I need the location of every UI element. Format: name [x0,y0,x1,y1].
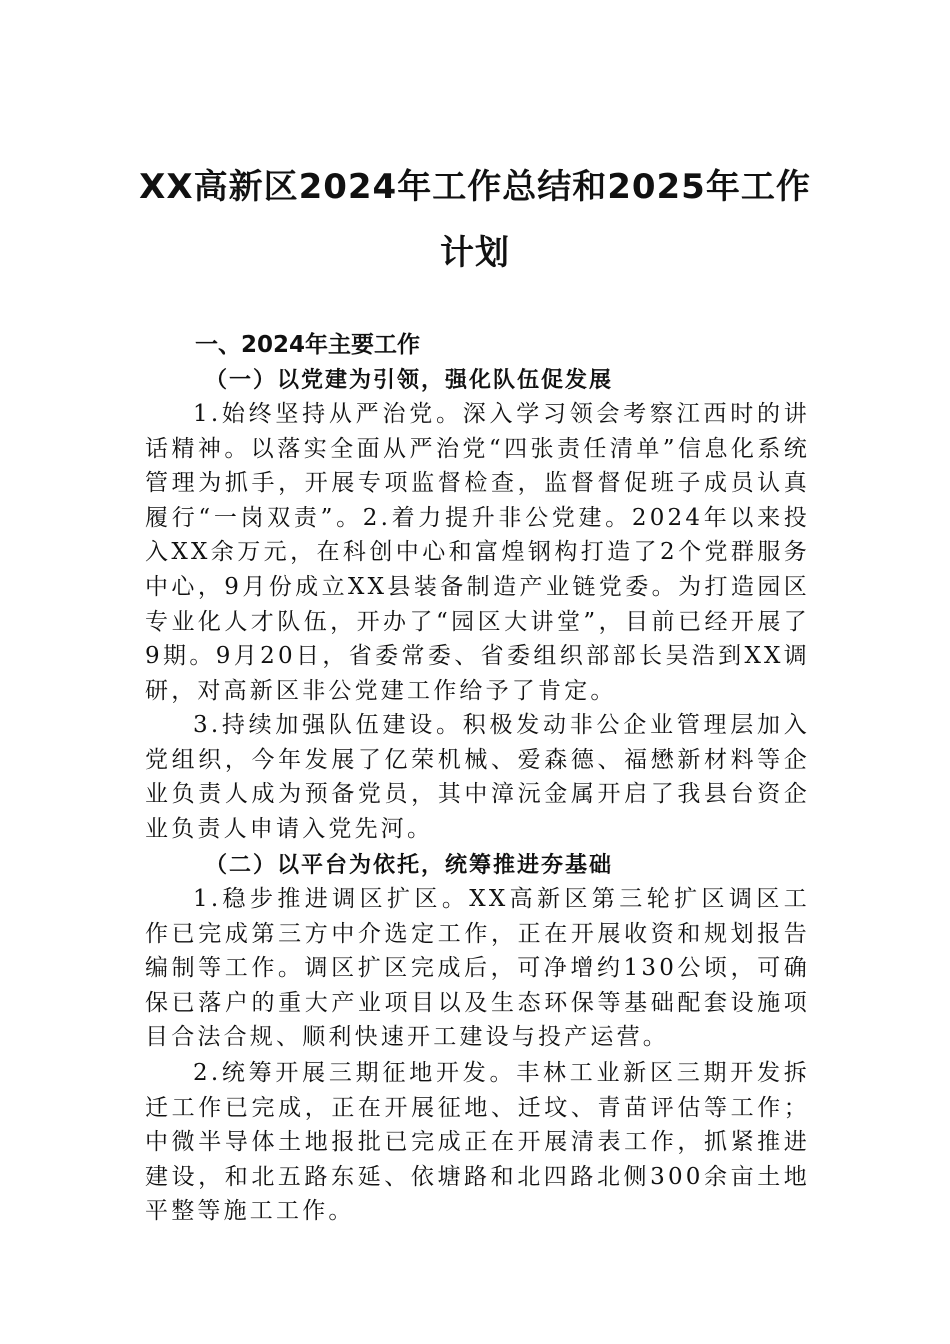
document-title-line-2: 计划 [440,233,510,273]
subsection-heading-2: （二）以平台为依托，统筹推进夯基础 [205,852,614,878]
section-heading-1: 一、2024年主要工作 [195,332,421,358]
document-title-line-1: XX高新区2024年工作总结和2025年工作 [139,167,811,207]
paragraph-land-development: 2.统筹开展三期征地开发。丰林工业新区三期开发拆迁工作已完成，正在开展征地、迁坟、青苗评估等工作；中微半导体土地报批已完成正在开展清表工作，抓紧推进建设，和北五路东延、依塘路和北四路北侧300余亩土地平整等施工工作。 [145,1060,810,1225]
paragraph-team-building: 3.持续加强队伍建设。积极发动非公企业管理层加入党组织，今年发展了亿荣机械、爱森德、福懋新材料等企业负责人成为预备党员，其中漳沅金属开启了我县台资企业负责人申请入党先河。 [145,712,810,842]
subsection-heading-1: （一）以党建为引领，强化队伍促发展 [205,367,614,393]
paragraph-zone-adjustment: 1.稳步推进调区扩区。XX高新区第三轮扩区调区工作已完成第三方中介选定工作，正在开展收资和规划报告编制等工作。调区扩区完成后，可净增约130公顷，可确保已落户的重大产业项目以及生态环保等基础配套设施项目合法合规、顺利快速开工建设与投产运营。 [145,886,810,1051]
paragraph-party-building: 1.始终坚持从严治党。深入学习领会考察江西时的讲话精神。以落实全面从严治党“四张责任清单”信息化系统管理为抓手，开展专项监督检查，监督督促班子成员认真履行“一岗双责”。2.着力提升非公党建。2024年以来投入XX余万元，在科创中心和富煌钢构打造了2个党群服务中心，9月份成立XX县装备制造产业链党委。为打造园区专业化人才队伍，开办了“园区大讲堂”，目前已经开展了9期。9月20日，省委常委、省委组织部部长吴浩到XX调研，对高新区非公党建工作给予了肯定。 [145,401,810,704]
